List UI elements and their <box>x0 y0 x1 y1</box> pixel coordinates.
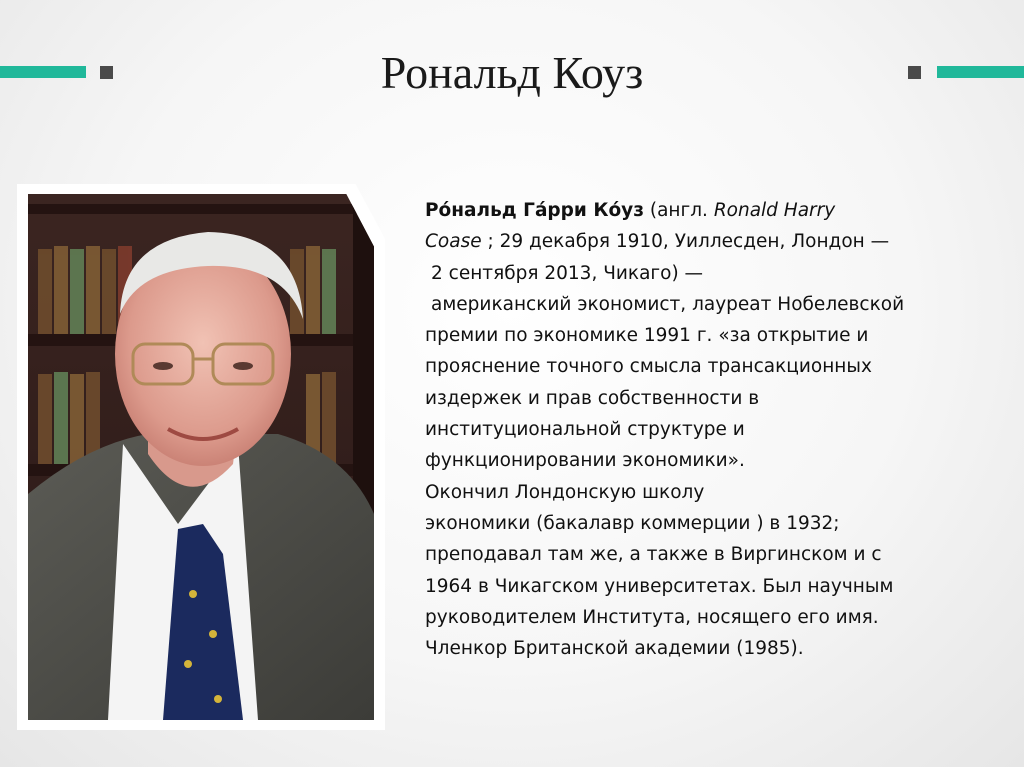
bio-line-5: премии по экономике 1991 г. «за открытие и <box>425 325 869 347</box>
slide-title: Рональд Коуз <box>380 47 644 98</box>
bio-line-12: преподавал там же, а также в Виргинском и с <box>425 544 882 566</box>
bio-name: Ро́нальд Га́рри Ко́уз <box>425 200 644 221</box>
bio-line-4: американский экономист, лауреат Нобелевской <box>431 293 905 315</box>
biography-text <box>425 195 985 664</box>
bio-line-11: экономики (бакалавр коммерции ) в 1932; <box>425 512 840 534</box>
bio-line-9: функционировании экономики». <box>425 450 745 472</box>
bio-name-en-1: Ronald Harry <box>713 200 836 221</box>
bio-lang-prefix: (англ. <box>643 200 714 221</box>
bio-line-15: Членкор Британской академии (1985). <box>425 638 804 660</box>
bio-line-2: ; 29 декабря 1910, Уиллесден, Лондон — <box>481 231 890 253</box>
bio-line-6: прояснение точного смысла трансакционных <box>425 356 872 378</box>
bio-line-10: Окончил Лондонскую школу <box>425 481 705 503</box>
bio-line-13: 1964 в Чикагском университетах. Был научным <box>425 575 894 597</box>
portrait-photo <box>28 194 374 720</box>
bio-name-en-2: Coase <box>425 231 482 253</box>
bio-line-14: руководителем Института, носящего его имя. <box>425 606 879 628</box>
bio-line-3: 2 сентября 2013, Чикаго) — <box>431 262 704 284</box>
bio-line-7: издержек и прав собственности в <box>425 387 760 409</box>
bio-line-8: институциональной структуре и <box>425 419 745 441</box>
